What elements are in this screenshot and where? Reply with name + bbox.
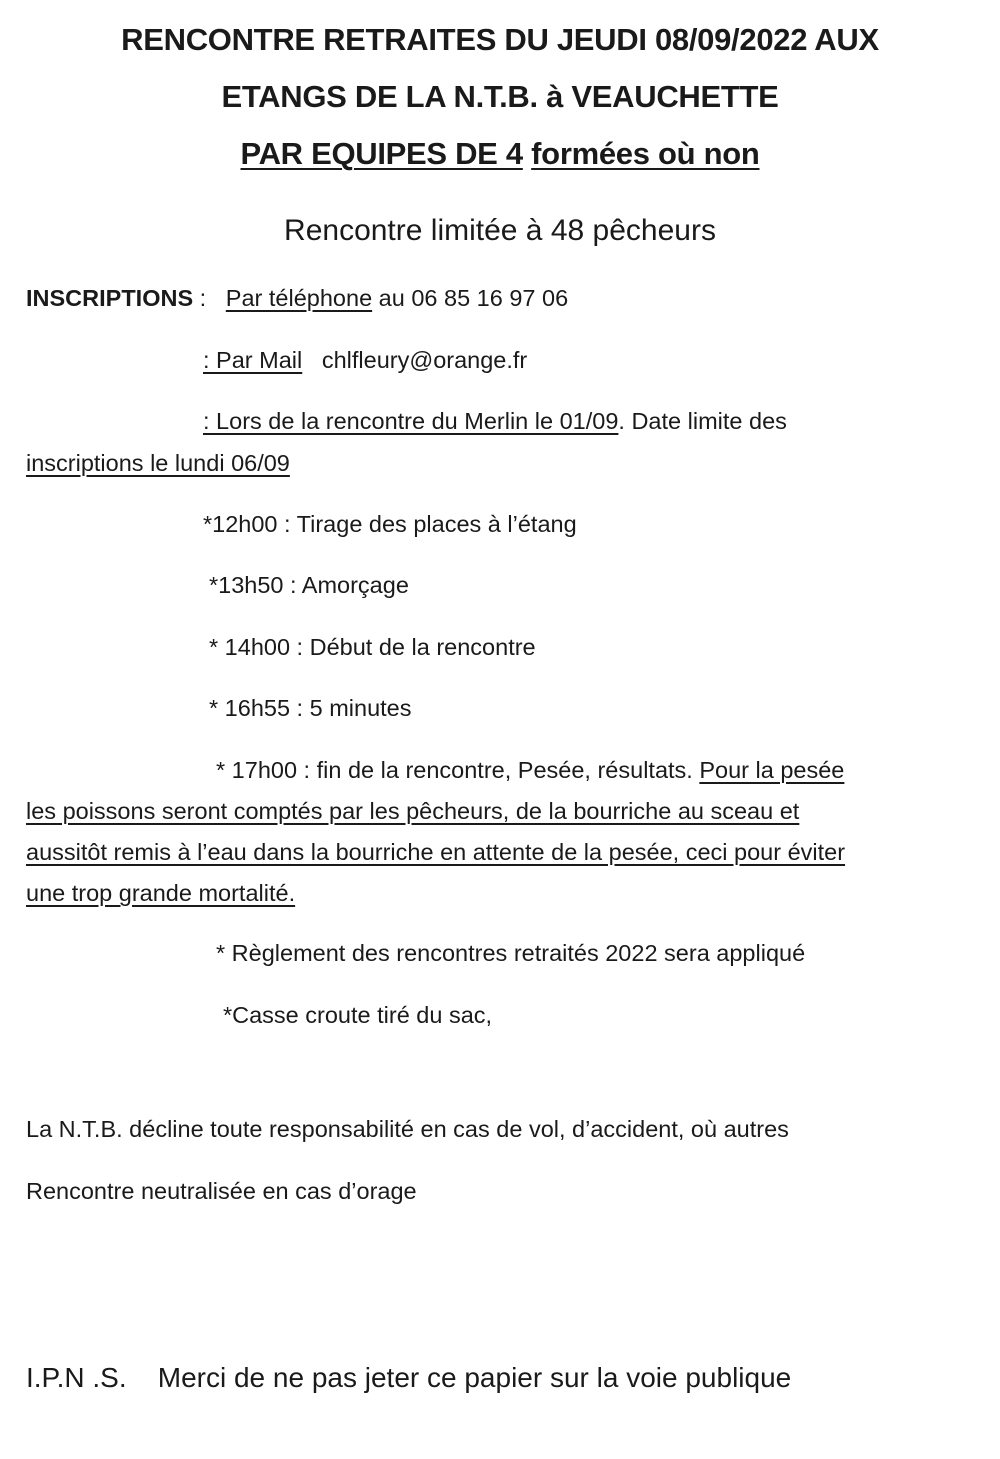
inscriptions-label: INSCRIPTIONS xyxy=(26,285,194,311)
end-text: * 17h00 : fin de la rencontre, Pesée, résultats. xyxy=(216,757,700,783)
phone-number: au 06 85 16 97 06 xyxy=(372,285,569,311)
mail-label: : Par Mail xyxy=(203,347,303,373)
weighing-note-1: Pour la pesée xyxy=(699,757,845,783)
inscriptions-mail-line xyxy=(203,349,527,373)
footer xyxy=(26,1364,791,1392)
weighing-note-4: une trop grande mortalité. xyxy=(26,880,296,906)
inscriptions-phone-line xyxy=(26,287,568,311)
inscriptions-separator: : xyxy=(193,285,207,311)
participant-limit: Rencontre limitée à 48 pêcheurs xyxy=(284,214,716,247)
title-line-3 xyxy=(0,138,1000,169)
snack-note: *Casse croute tiré du sac, xyxy=(223,1002,493,1028)
title-line-1: RENCONTRE RETRAITES DU JEUDI 08/09/2022 AUX xyxy=(121,22,879,57)
schedule-item-start: * 14h00 : Début de la rencontre xyxy=(209,634,536,660)
inscriptions-meeting-line xyxy=(203,410,787,434)
deadline-intro: . Date limite des xyxy=(618,408,787,434)
mail-address: chlfleury@orange.fr xyxy=(321,347,528,373)
title-line-2: ETANGS DE LA N.T.B. à VEAUCHETTE xyxy=(221,79,779,114)
schedule-item-baiting: *13h50 : Amorçage xyxy=(209,572,409,598)
schedule-item-five-minutes: * 16h55 : 5 minutes xyxy=(209,695,412,721)
disclaimer: La N.T.B. décline toute responsabilité en cas de vol, d’accident, où autres xyxy=(26,1116,789,1142)
weighing-note-2: les poissons seront comptés par les pêcheurs, de la bourriche au sceau et xyxy=(26,798,800,824)
formed-or-not: formées où non xyxy=(531,136,760,171)
schedule-item-end xyxy=(216,759,844,783)
rules-note: * Règlement des rencontres retraités 2022 sera appliqué xyxy=(216,940,806,966)
ipns-mark: I.P.N .S. xyxy=(26,1362,127,1393)
weighing-note-3: aussitôt remis à l’eau dans la bourriche en attente de la pesée, ceci pour éviter xyxy=(26,839,846,865)
storm-note: Rencontre neutralisée en cas d’orage xyxy=(26,1178,417,1204)
schedule-item-draw: *12h00 : Tirage des places à l’étang xyxy=(203,511,577,537)
teams-of-four: PAR EQUIPES DE 4 xyxy=(240,136,523,171)
phone-label: Par téléphone xyxy=(225,285,373,311)
meeting-label: : Lors de la rencontre du Merlin le 01/09 xyxy=(203,408,619,434)
registration-deadline: inscriptions le lundi 06/09 xyxy=(26,450,290,476)
litter-message: Merci de ne pas jeter ce papier sur la voie publique xyxy=(157,1362,792,1393)
